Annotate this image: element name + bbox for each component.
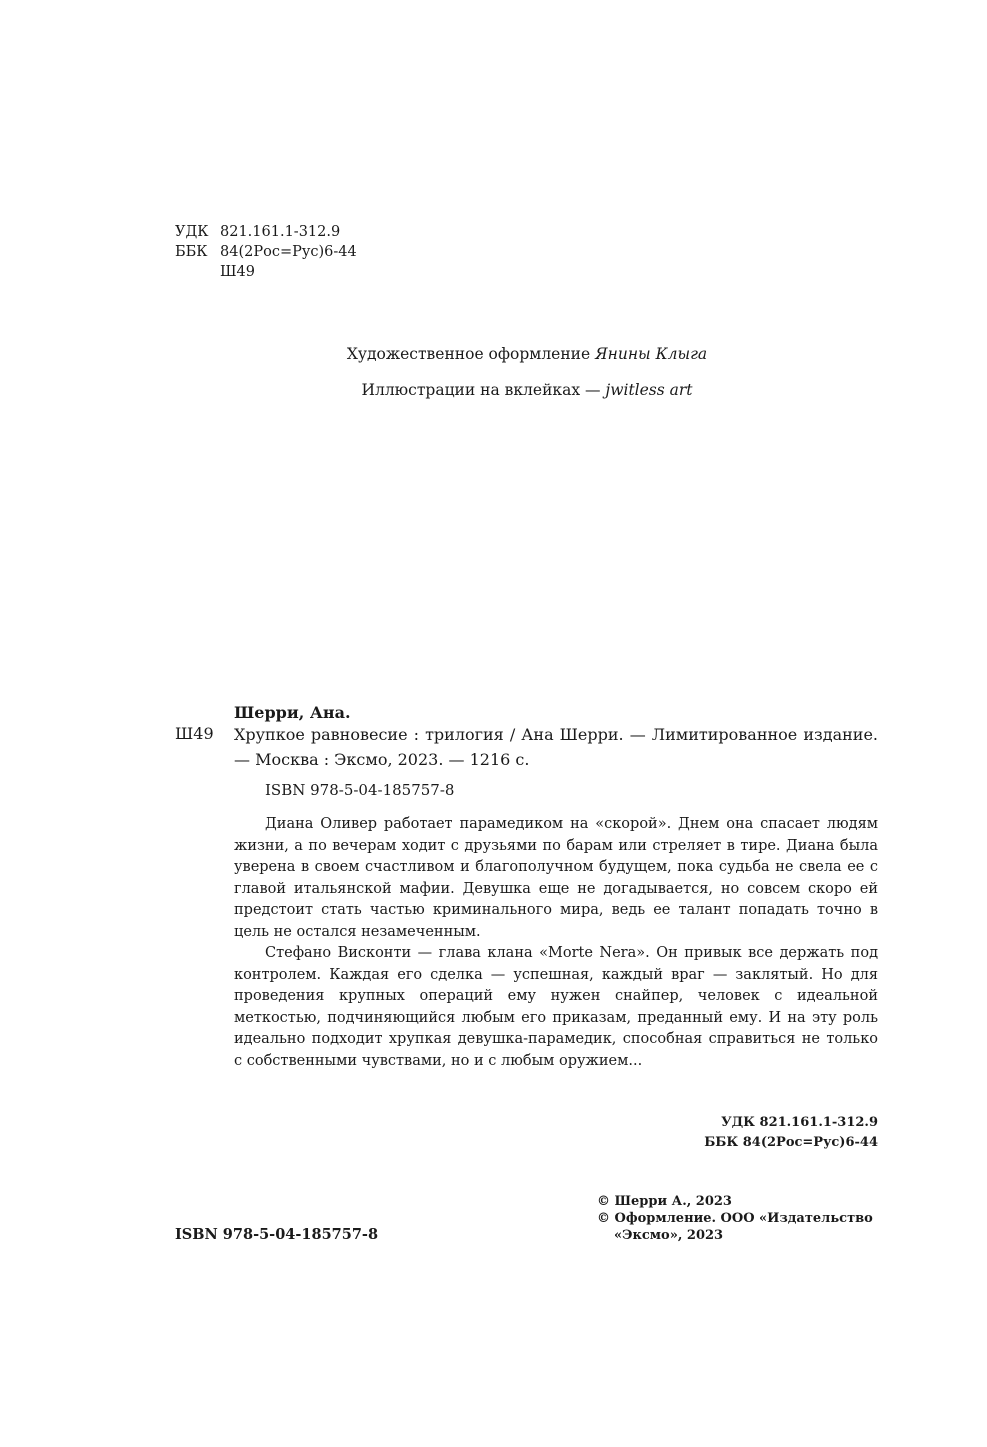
illustrator-name: jwitless art [605,381,693,399]
copyright-block [597,1193,873,1244]
copyright-design-cont: «Эксмо», 2023 [614,1228,724,1243]
catalog-description: Хрупкое равновесие : трилогия / Ана Шерри. — Лимитированное издание. — Москва : Эксмо, 2023. — 1216 с. [234,725,878,769]
footer-classification [600,1113,878,1153]
catalog-author: Шерри, Ана. [234,703,351,722]
footer-isbn: ISBN 978-5-04-185757-8 [175,1226,379,1243]
illustration-credit [0,381,987,399]
bbk-value: 84(2Рос=Рус)6-44 [220,244,357,260]
design-credit [0,345,987,363]
author-code-row [175,262,357,282]
catalog-code: Ш49 [175,724,214,743]
illustration-credit-prefix: Иллюстрации на вклейках — [361,381,606,399]
bbk-row [175,242,357,262]
udk-row [175,222,357,242]
annotation-paragraph-1: Диана Оливер работает парамедиком на «скорой». Днем она спасает людям жизни, а по вечерам ходит с друзьями по барам или стреляет в тире. Диана была уверена в своем счастливом и благополучном будущем, пока судьба не свела ее с главой итальянской мафии. Девушка еще не догадывается, но совсем скоро ей предстоит стать частью криминального мира, ведь ее талант попадать точно в цель не остался незамеченным. [234,816,878,940]
copyright-design: © Оформление. ООО «Издательство [597,1211,873,1226]
author-code: Ш49 [220,264,255,280]
footer-udk: УДК 821.161.1-312.9 [721,1115,878,1130]
copyright-author: © Шерри А., 2023 [597,1194,732,1209]
bbk-label: ББК [175,244,208,260]
design-credit-prefix: Художественное оформление [346,345,596,363]
udk-label: УДК [175,224,209,240]
catalog-isbn: ISBN 978-5-04-185757-8 [265,781,455,799]
udk-value: 821.161.1-312.9 [220,224,341,240]
designer-name: Янины Клыга [595,345,708,363]
annotation-paragraph-2: Стефано Висконти — глава клана «Morte Nera». Он привык все держать под контролем. Каждая его сделка — успешная, каждый враг — заклятый. Но для проведения крупных операций ему нужен снайпер, человек с идеальной меткостью, подчиняющийся любым его приказам, преданный ему. И на эту роль идеально подходит хрупкая девушка-парамедик, способная справиться не только с собственными чувствами, но и с любым оружием... [234,945,878,1069]
classification-block [175,222,357,282]
footer-bbk: ББК 84(2Рос=Рус)6-44 [704,1135,878,1150]
